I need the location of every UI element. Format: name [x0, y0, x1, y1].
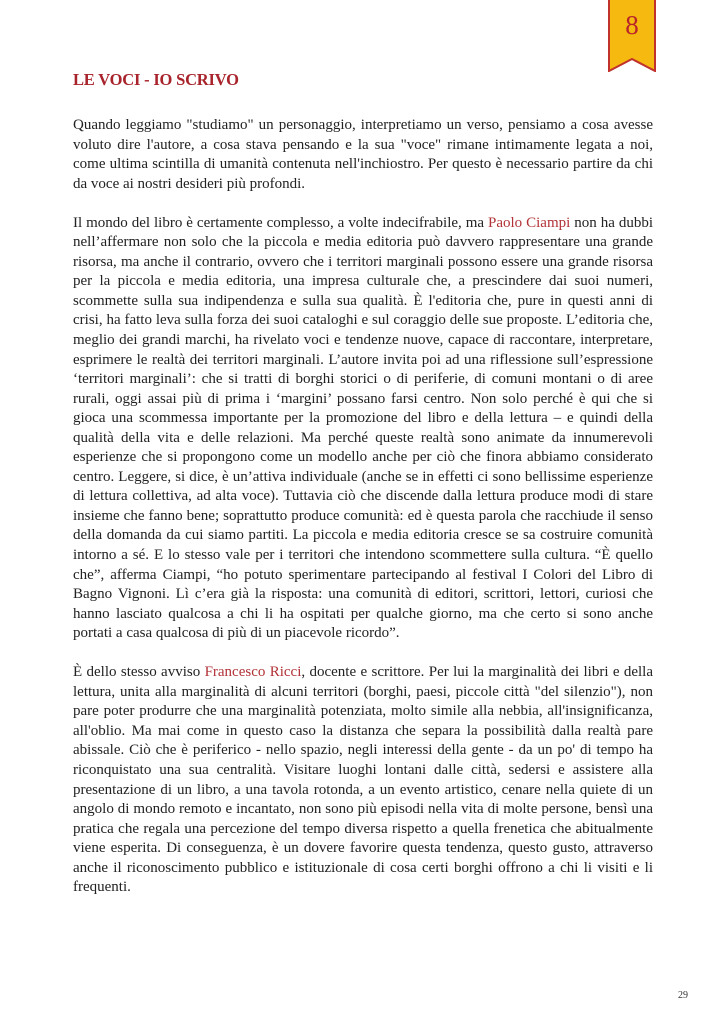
paragraph-text-before: Il mondo del libro è certamente complesso, a volte indecifrabile, ma — [73, 214, 489, 231]
paragraph-ciampi — [73, 214, 653, 644]
author-name-highlight: Paolo Ciampi — [488, 214, 571, 231]
paragraph-text-before: È dello stesso avviso — [73, 664, 205, 681]
paragraph-text: Quando leggiamo "studiamo" un personaggio, interpretiamo un verso, pensiamo a cosa avesse voluto dire l'autore, a cosa stava pensando e la sua "voce" rimane intimamente legata a noi, come ultima scintilla di umanità contenuta nell'inchiostro. Per questo è necessario partire da chi da voce ai nostri desideri più profondi. — [73, 117, 653, 192]
paragraph-ricci — [73, 663, 653, 898]
paragraph-text-after: non ha dubbi nell’affermare non solo che la piccola e media editoria può davvero rappresentare una grande risorsa, ma anche il contrario, ovvero che i territori marginali possono essere una grande risorsa per la piccola e media editoria, una impresa culturale che, a prescindere dai suoi numeri, scommette sulla sua indipendenza e sulla sua qualità. È l'editoria che, pure in questi anni di crisi, ha fatto leva sulla forza dei suoi cataloghi e sul coraggio delle sue proposte. L’editoria che, meglio dei grandi marchi, ha rivelato voci e tendenze nuove, capace di raccontare, interpretare, esprimere le realtà dei territori marginali. L’autore invita poi ad una riflessione sull’espressione ‘territori marginali’: che si tratti di borghi storici o di periferie, di comuni montani o di aree rurali, oggi assai più di prima i ‘margini’ possano farsi centro. Non solo perché è qui che si gioca una scommessa importante per la promozione del libro e della lettura – e quindi della qualità della vita e delle relazioni. Ma perché queste realtà sono animate da innumerevoli esperienze che si propongono come un modello anche per ciò che finora abbiamo considerato centro. Leggere, si dice, è un’attiva individuale (anche se in effetti ci sono bellissime esperienze di lettura collettiva, ad alta voce). Tuttavia ciò che discende dalla lettura produce modi di stare insieme che fanno bene; soprattutto produce comunità: ed è questa parola che racchiude il senso della domanda da cui siamo partiti. La piccola e media editoria cresce se sa costruire comunità intorno a sé. E lo stesso vale per i territori che intendono scommettere sulla cultura. “È quello che”, afferma Ciampi, “ho potuto sperimentare partecipando al festival I Colori del Libro di Bagno Vignoni. Lì c’era già la risposta: una comunità di editori, scrittori, lettori, curiosi che hanno lasciato qualcosa a chi li ha ospitati per qualche giorno, ma che certo si sono anche portati a casa qualcosa di più di un piacevole ricordo”. — [73, 214, 653, 642]
paragraph-text-after: , docente e scrittore. Per lui la marginalità dei libri e della lettura, unita alla marginalità di alcuni territori (borghi, paesi, piccole città "del silenzio"), non pare poter produrre che una marginalità potenziata, molto simile alla nebbia, all'insignificanza, all'oblio. Ma mai come in questo caso la distanza che separa la possibilità dalla realtà pare abissale. Ciò che è periferico - nello spazio, negli interessi della gente - da un po' di tempo ha riconquistato una sua centralità. Visitare luoghi lontani dalle città, sedersi e assistere alla presentazione di un libro, a una tavola rotonda, a un evento artistico, cenare nella quiete di un angolo di mondo remoto e incantato, non sono più episodi nella vita di molte persone, bensì una pratica che regala una percezione del tempo diversa rispetto a quella frenetica che abitualmente viene esperita. Di conseguenza, è un dovere favorire questa tendenza, questo gusto, attraverso anche il riconoscimento pubblico e istituzionale di cosa certi borghi offrono a chi li visiti e li frequenti. — [73, 664, 653, 896]
paragraph-intro — [73, 116, 653, 194]
chapter-number: 8 — [625, 10, 639, 40]
article-body — [73, 116, 653, 917]
author-name-highlight: Francesco Ricci — [204, 664, 302, 681]
chapter-bookmark — [608, 0, 656, 72]
page-number: 29 — [678, 990, 688, 1001]
section-title: LE VOCI - IO SCRIVO — [73, 70, 239, 89]
